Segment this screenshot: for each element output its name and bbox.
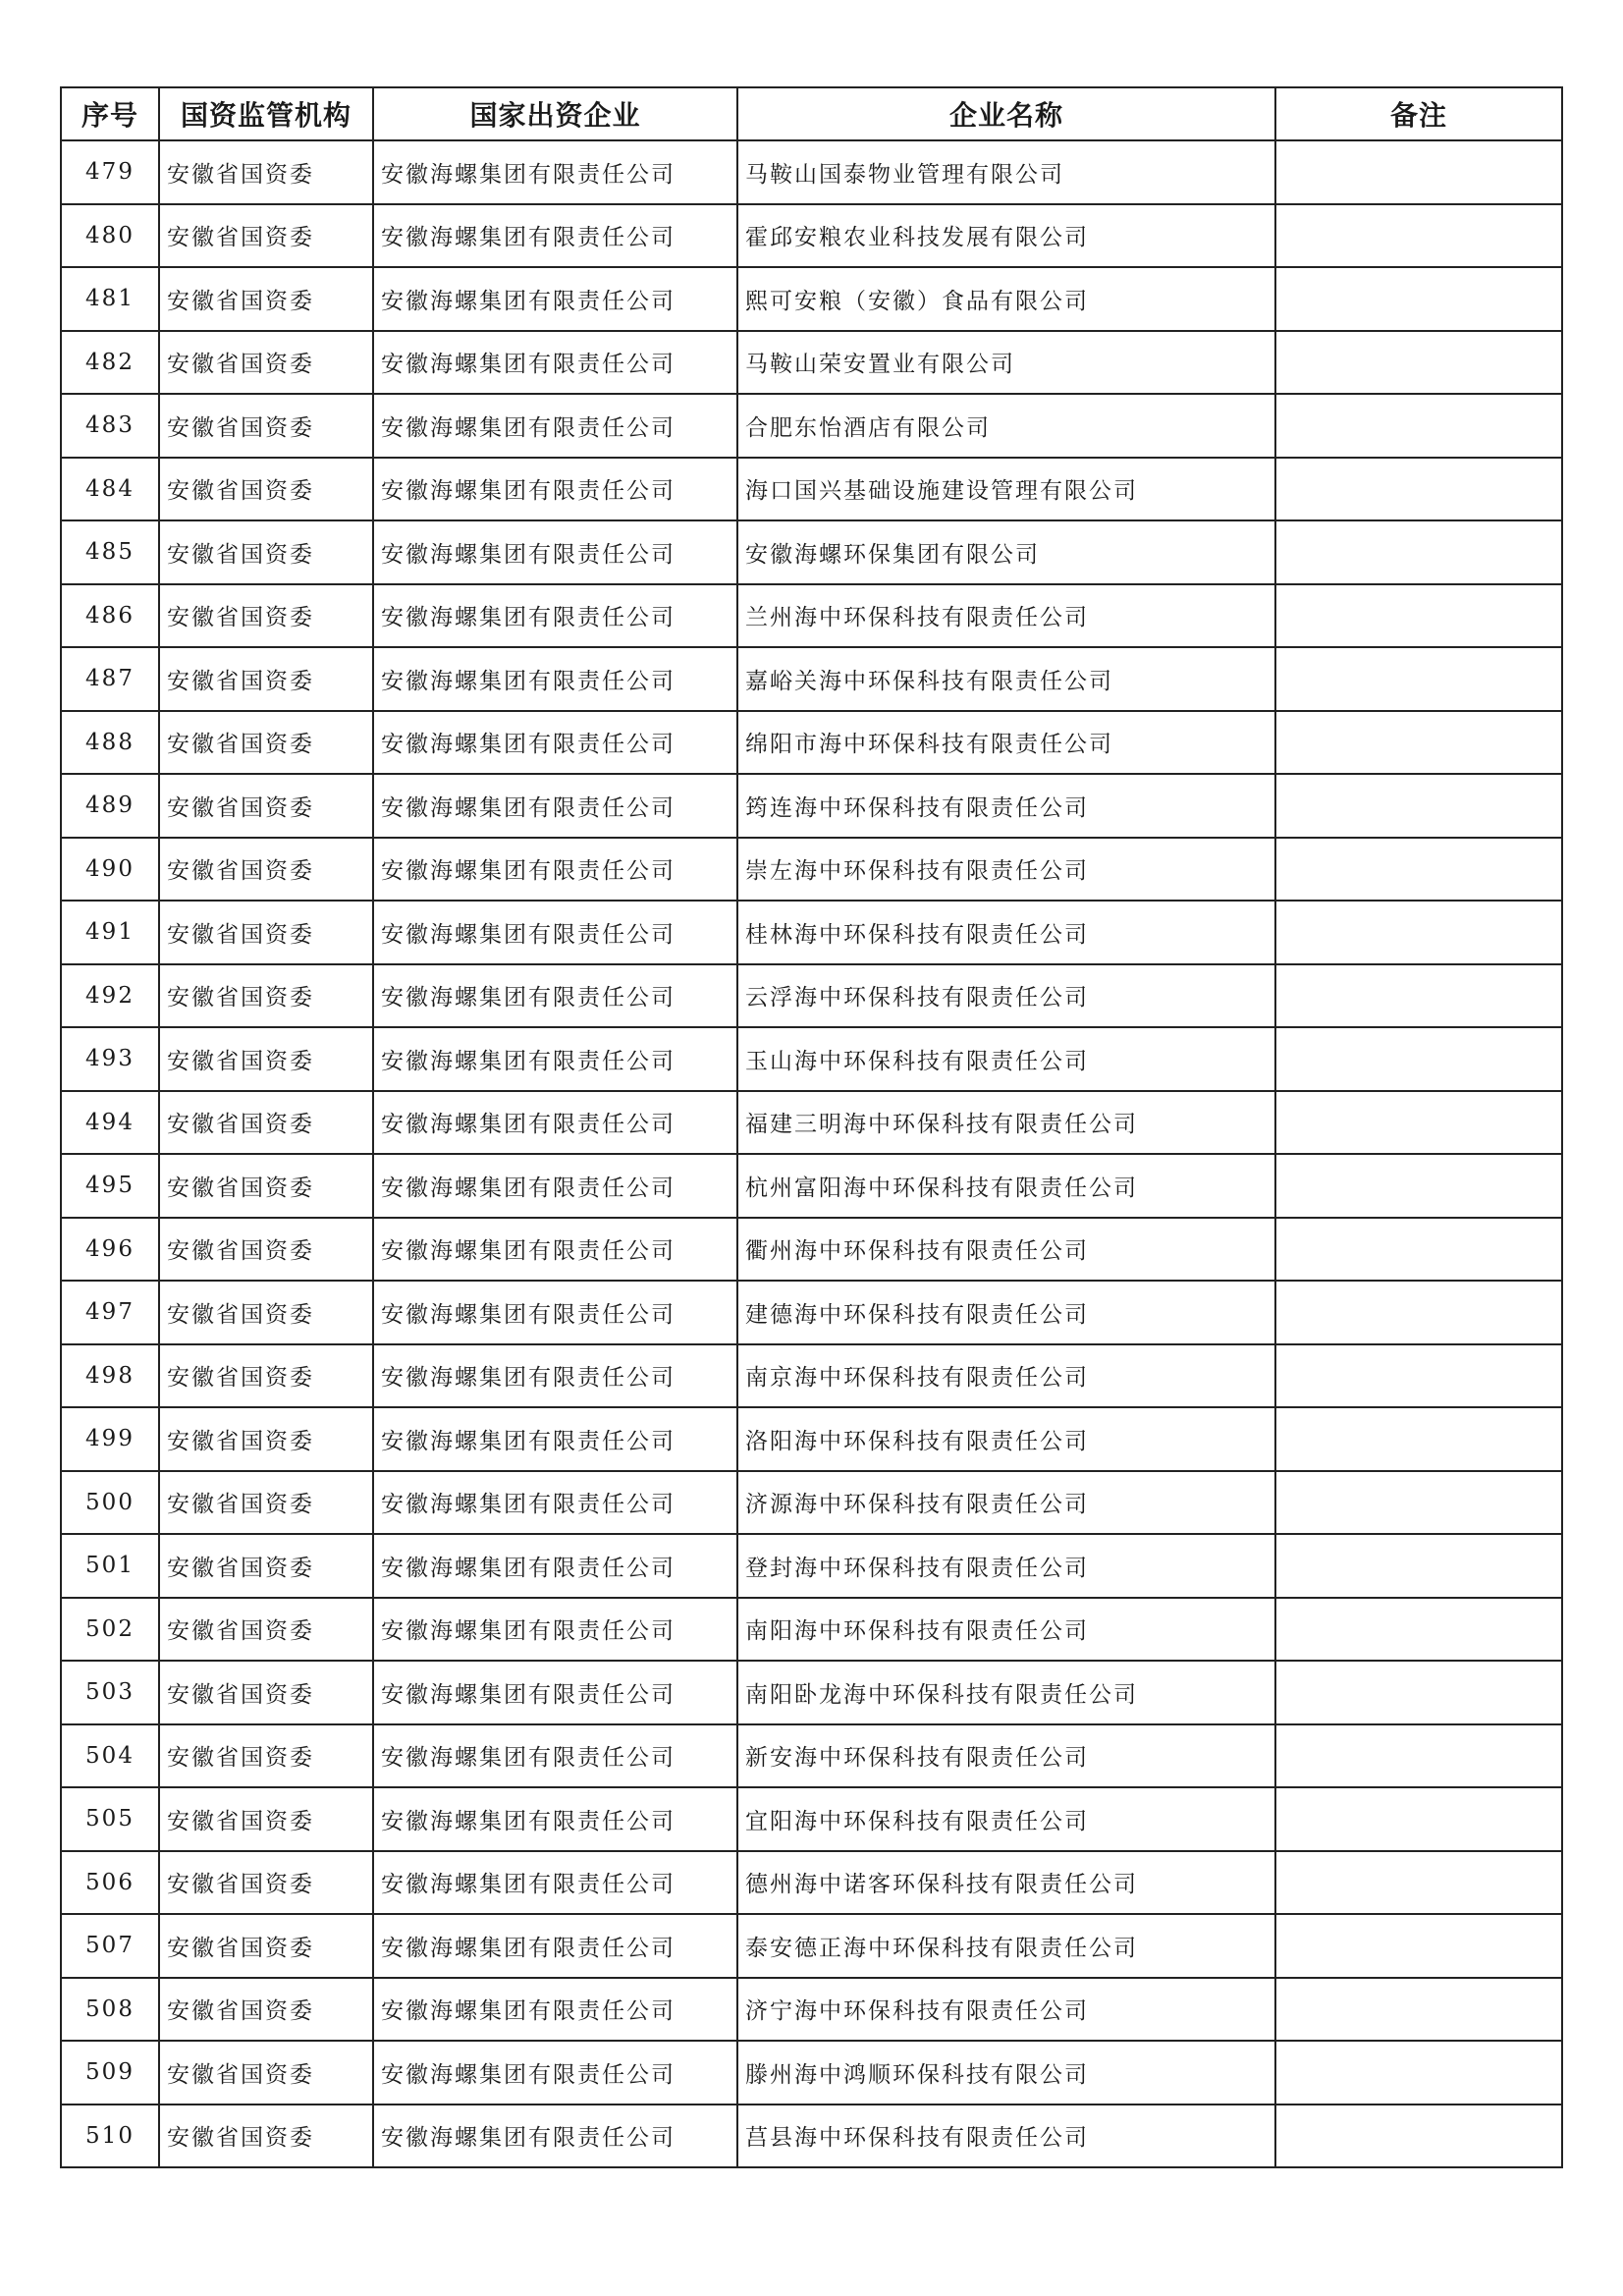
- cell-regulator: 安徽省国资委: [159, 2041, 373, 2105]
- cell-serial-number: 487: [61, 647, 159, 711]
- cell-state-investor: 安徽海螺集团有限责任公司: [373, 901, 737, 964]
- cell-regulator: 安徽省国资委: [159, 647, 373, 711]
- cell-state-investor: 安徽海螺集团有限责任公司: [373, 1407, 737, 1471]
- cell-enterprise-name: 崇左海中环保科技有限责任公司: [737, 838, 1275, 902]
- cell-serial-number: 496: [61, 1218, 159, 1282]
- table-header: [61, 87, 1562, 140]
- cell-state-investor: 安徽海螺集团有限责任公司: [373, 2041, 737, 2105]
- cell-enterprise-name: 滕州海中鸿顺环保科技有限公司: [737, 2041, 1275, 2105]
- cell-regulator: 安徽省国资委: [159, 1344, 373, 1408]
- table-row: [61, 1154, 1562, 1218]
- cell-state-investor: 安徽海螺集团有限责任公司: [373, 1091, 737, 1155]
- table-row: [61, 838, 1562, 902]
- table-row: [61, 711, 1562, 775]
- cell-state-investor: 安徽海螺集团有限责任公司: [373, 1344, 737, 1408]
- cell-regulator: 安徽省国资委: [159, 1851, 373, 1915]
- cell-serial-number: 492: [61, 964, 159, 1028]
- cell-serial-number: 506: [61, 1851, 159, 1915]
- cell-serial-number: 504: [61, 1724, 159, 1788]
- cell-state-investor: 安徽海螺集团有限责任公司: [373, 204, 737, 268]
- cell-state-investor: 安徽海螺集团有限责任公司: [373, 1471, 737, 1535]
- cell-remark: [1275, 964, 1562, 1028]
- cell-remark: [1275, 838, 1562, 902]
- table-row: [61, 901, 1562, 964]
- cell-enterprise-name: 宜阳海中环保科技有限责任公司: [737, 1787, 1275, 1851]
- cell-regulator: 安徽省国资委: [159, 584, 373, 648]
- cell-state-investor: 安徽海螺集团有限责任公司: [373, 1914, 737, 1978]
- cell-enterprise-name: 海口国兴基础设施建设管理有限公司: [737, 458, 1275, 521]
- cell-serial-number: 480: [61, 204, 159, 268]
- table-row: [61, 520, 1562, 584]
- cell-state-investor: 安徽海螺集团有限责任公司: [373, 711, 737, 775]
- cell-serial-number: 493: [61, 1027, 159, 1091]
- table-row: [61, 1471, 1562, 1535]
- cell-enterprise-name: 马鞍山荣安置业有限公司: [737, 331, 1275, 395]
- cell-state-investor: 安徽海螺集团有限责任公司: [373, 774, 737, 838]
- cell-enterprise-name: 马鞍山国泰物业管理有限公司: [737, 140, 1275, 204]
- cell-state-investor: 安徽海螺集团有限责任公司: [373, 584, 737, 648]
- table-row: [61, 1598, 1562, 1662]
- cell-serial-number: 507: [61, 1914, 159, 1978]
- cell-serial-number: 497: [61, 1281, 159, 1344]
- cell-serial-number: 479: [61, 140, 159, 204]
- cell-serial-number: 499: [61, 1407, 159, 1471]
- cell-serial-number: 503: [61, 1661, 159, 1724]
- cell-state-investor: 安徽海螺集团有限责任公司: [373, 267, 737, 331]
- cell-serial-number: 502: [61, 1598, 159, 1662]
- cell-regulator: 安徽省国资委: [159, 711, 373, 775]
- cell-serial-number: 490: [61, 838, 159, 902]
- cell-regulator: 安徽省国资委: [159, 1598, 373, 1662]
- cell-enterprise-name: 南京海中环保科技有限责任公司: [737, 1344, 1275, 1408]
- cell-regulator: 安徽省国资委: [159, 1281, 373, 1344]
- table-row: [61, 1914, 1562, 1978]
- cell-serial-number: 501: [61, 1534, 159, 1598]
- cell-enterprise-name: 建德海中环保科技有限责任公司: [737, 1281, 1275, 1344]
- cell-remark: [1275, 2105, 1562, 2168]
- cell-regulator: 安徽省国资委: [159, 774, 373, 838]
- cell-enterprise-name: 嘉峪关海中环保科技有限责任公司: [737, 647, 1275, 711]
- header-state-investor: 国家出资企业: [373, 87, 737, 140]
- table-row: [61, 647, 1562, 711]
- cell-state-investor: 安徽海螺集团有限责任公司: [373, 140, 737, 204]
- enterprise-table: [60, 86, 1563, 2168]
- cell-enterprise-name: 福建三明海中环保科技有限责任公司: [737, 1091, 1275, 1155]
- cell-remark: [1275, 711, 1562, 775]
- cell-enterprise-name: 南阳海中环保科技有限责任公司: [737, 1598, 1275, 1662]
- cell-serial-number: 485: [61, 520, 159, 584]
- cell-regulator: 安徽省国资委: [159, 964, 373, 1028]
- cell-serial-number: 488: [61, 711, 159, 775]
- cell-remark: [1275, 2041, 1562, 2105]
- header-serial-number: 序号: [61, 87, 159, 140]
- cell-remark: [1275, 1027, 1562, 1091]
- cell-serial-number: 495: [61, 1154, 159, 1218]
- cell-remark: [1275, 331, 1562, 395]
- cell-state-investor: 安徽海螺集团有限责任公司: [373, 1787, 737, 1851]
- cell-remark: [1275, 584, 1562, 648]
- cell-regulator: 安徽省国资委: [159, 1978, 373, 2042]
- table-body: [61, 140, 1562, 2167]
- cell-state-investor: 安徽海螺集团有限责任公司: [373, 838, 737, 902]
- table-row: [61, 267, 1562, 331]
- table-row: [61, 2041, 1562, 2105]
- cell-state-investor: 安徽海螺集团有限责任公司: [373, 520, 737, 584]
- header-regulator: 国资监管机构: [159, 87, 373, 140]
- cell-remark: [1275, 1787, 1562, 1851]
- cell-enterprise-name: 玉山海中环保科技有限责任公司: [737, 1027, 1275, 1091]
- cell-regulator: 安徽省国资委: [159, 1154, 373, 1218]
- cell-regulator: 安徽省国资委: [159, 1471, 373, 1535]
- cell-remark: [1275, 1154, 1562, 1218]
- cell-remark: [1275, 394, 1562, 458]
- cell-state-investor: 安徽海螺集团有限责任公司: [373, 1661, 737, 1724]
- cell-remark: [1275, 1724, 1562, 1788]
- cell-remark: [1275, 1534, 1562, 1598]
- cell-enterprise-name: 杭州富阳海中环保科技有限责任公司: [737, 1154, 1275, 1218]
- cell-state-investor: 安徽海螺集团有限责任公司: [373, 1218, 737, 1282]
- header-remark: 备注: [1275, 87, 1562, 140]
- cell-state-investor: 安徽海螺集团有限责任公司: [373, 458, 737, 521]
- cell-enterprise-name: 筠连海中环保科技有限责任公司: [737, 774, 1275, 838]
- cell-state-investor: 安徽海螺集团有限责任公司: [373, 331, 737, 395]
- table-row: [61, 394, 1562, 458]
- cell-state-investor: 安徽海螺集团有限责任公司: [373, 1027, 737, 1091]
- cell-enterprise-name: 泰安德正海中环保科技有限责任公司: [737, 1914, 1275, 1978]
- cell-remark: [1275, 1914, 1562, 1978]
- cell-enterprise-name: 南阳卧龙海中环保科技有限责任公司: [737, 1661, 1275, 1724]
- cell-remark: [1275, 458, 1562, 521]
- cell-regulator: 安徽省国资委: [159, 1787, 373, 1851]
- cell-remark: [1275, 1407, 1562, 1471]
- cell-remark: [1275, 1218, 1562, 1282]
- cell-state-investor: 安徽海螺集团有限责任公司: [373, 1851, 737, 1915]
- cell-enterprise-name: 安徽海螺环保集团有限公司: [737, 520, 1275, 584]
- cell-serial-number: 484: [61, 458, 159, 521]
- cell-serial-number: 489: [61, 774, 159, 838]
- cell-enterprise-name: 霍邱安粮农业科技发展有限公司: [737, 204, 1275, 268]
- cell-serial-number: 500: [61, 1471, 159, 1535]
- cell-state-investor: 安徽海螺集团有限责任公司: [373, 1281, 737, 1344]
- cell-state-investor: 安徽海螺集团有限责任公司: [373, 1598, 737, 1662]
- table-row: [61, 204, 1562, 268]
- cell-serial-number: 509: [61, 2041, 159, 2105]
- cell-serial-number: 510: [61, 2105, 159, 2168]
- cell-regulator: 安徽省国资委: [159, 901, 373, 964]
- cell-regulator: 安徽省国资委: [159, 1027, 373, 1091]
- cell-serial-number: 505: [61, 1787, 159, 1851]
- cell-regulator: 安徽省国资委: [159, 1534, 373, 1598]
- cell-regulator: 安徽省国资委: [159, 458, 373, 521]
- table-row: [61, 1787, 1562, 1851]
- cell-remark: [1275, 1281, 1562, 1344]
- cell-remark: [1275, 1851, 1562, 1915]
- header-enterprise-name: 企业名称: [737, 87, 1275, 140]
- table-row: [61, 1027, 1562, 1091]
- cell-remark: [1275, 140, 1562, 204]
- cell-regulator: 安徽省国资委: [159, 1661, 373, 1724]
- cell-enterprise-name: 德州海中诺客环保科技有限责任公司: [737, 1851, 1275, 1915]
- table-row: [61, 774, 1562, 838]
- cell-serial-number: 494: [61, 1091, 159, 1155]
- cell-state-investor: 安徽海螺集团有限责任公司: [373, 394, 737, 458]
- cell-remark: [1275, 520, 1562, 584]
- cell-regulator: 安徽省国资委: [159, 1091, 373, 1155]
- cell-serial-number: 508: [61, 1978, 159, 2042]
- table-row: [61, 1534, 1562, 1598]
- table-row: [61, 1218, 1562, 1282]
- cell-enterprise-name: 熙可安粮（安徽）食品有限公司: [737, 267, 1275, 331]
- table-row: [61, 2105, 1562, 2168]
- cell-regulator: 安徽省国资委: [159, 838, 373, 902]
- cell-regulator: 安徽省国资委: [159, 1724, 373, 1788]
- table-row: [61, 1661, 1562, 1724]
- cell-regulator: 安徽省国资委: [159, 1407, 373, 1471]
- table-row: [61, 1978, 1562, 2042]
- cell-regulator: 安徽省国资委: [159, 1914, 373, 1978]
- cell-remark: [1275, 774, 1562, 838]
- cell-regulator: 安徽省国资委: [159, 1218, 373, 1282]
- cell-remark: [1275, 901, 1562, 964]
- cell-enterprise-name: 济源海中环保科技有限责任公司: [737, 1471, 1275, 1535]
- cell-serial-number: 491: [61, 901, 159, 964]
- table-row: [61, 1091, 1562, 1155]
- table-row: [61, 584, 1562, 648]
- cell-enterprise-name: 济宁海中环保科技有限责任公司: [737, 1978, 1275, 2042]
- table-row: [61, 1851, 1562, 1915]
- cell-serial-number: 483: [61, 394, 159, 458]
- cell-enterprise-name: 绵阳市海中环保科技有限责任公司: [737, 711, 1275, 775]
- cell-enterprise-name: 新安海中环保科技有限责任公司: [737, 1724, 1275, 1788]
- cell-enterprise-name: 桂林海中环保科技有限责任公司: [737, 901, 1275, 964]
- cell-remark: [1275, 267, 1562, 331]
- table-row: [61, 331, 1562, 395]
- cell-state-investor: 安徽海螺集团有限责任公司: [373, 1724, 737, 1788]
- cell-state-investor: 安徽海螺集团有限责任公司: [373, 1534, 737, 1598]
- table-row: [61, 1281, 1562, 1344]
- cell-regulator: 安徽省国资委: [159, 331, 373, 395]
- table-row: [61, 1724, 1562, 1788]
- cell-enterprise-name: 登封海中环保科技有限责任公司: [737, 1534, 1275, 1598]
- cell-remark: [1275, 1661, 1562, 1724]
- cell-enterprise-name: 云浮海中环保科技有限责任公司: [737, 964, 1275, 1028]
- cell-regulator: 安徽省国资委: [159, 204, 373, 268]
- table-row: [61, 140, 1562, 204]
- cell-serial-number: 486: [61, 584, 159, 648]
- cell-enterprise-name: 合肥东怡酒店有限公司: [737, 394, 1275, 458]
- cell-state-investor: 安徽海螺集团有限责任公司: [373, 1978, 737, 2042]
- cell-serial-number: 481: [61, 267, 159, 331]
- document-page: [60, 86, 1561, 2168]
- table-row: [61, 1344, 1562, 1408]
- cell-state-investor: 安徽海螺集团有限责任公司: [373, 647, 737, 711]
- cell-remark: [1275, 1471, 1562, 1535]
- cell-regulator: 安徽省国资委: [159, 140, 373, 204]
- cell-state-investor: 安徽海螺集团有限责任公司: [373, 2105, 737, 2168]
- cell-remark: [1275, 204, 1562, 268]
- cell-regulator: 安徽省国资委: [159, 267, 373, 331]
- cell-remark: [1275, 1598, 1562, 1662]
- table-row: [61, 964, 1562, 1028]
- header-row: [61, 87, 1562, 140]
- cell-remark: [1275, 1344, 1562, 1408]
- table-row: [61, 1407, 1562, 1471]
- cell-enterprise-name: 衢州海中环保科技有限责任公司: [737, 1218, 1275, 1282]
- cell-remark: [1275, 1091, 1562, 1155]
- cell-regulator: 安徽省国资委: [159, 394, 373, 458]
- cell-state-investor: 安徽海螺集团有限责任公司: [373, 964, 737, 1028]
- cell-remark: [1275, 647, 1562, 711]
- cell-remark: [1275, 1978, 1562, 2042]
- cell-serial-number: 482: [61, 331, 159, 395]
- cell-enterprise-name: 兰州海中环保科技有限责任公司: [737, 584, 1275, 648]
- cell-regulator: 安徽省国资委: [159, 520, 373, 584]
- cell-serial-number: 498: [61, 1344, 159, 1408]
- cell-enterprise-name: 洛阳海中环保科技有限责任公司: [737, 1407, 1275, 1471]
- cell-enterprise-name: 莒县海中环保科技有限责任公司: [737, 2105, 1275, 2168]
- cell-regulator: 安徽省国资委: [159, 2105, 373, 2168]
- cell-state-investor: 安徽海螺集团有限责任公司: [373, 1154, 737, 1218]
- table-row: [61, 458, 1562, 521]
